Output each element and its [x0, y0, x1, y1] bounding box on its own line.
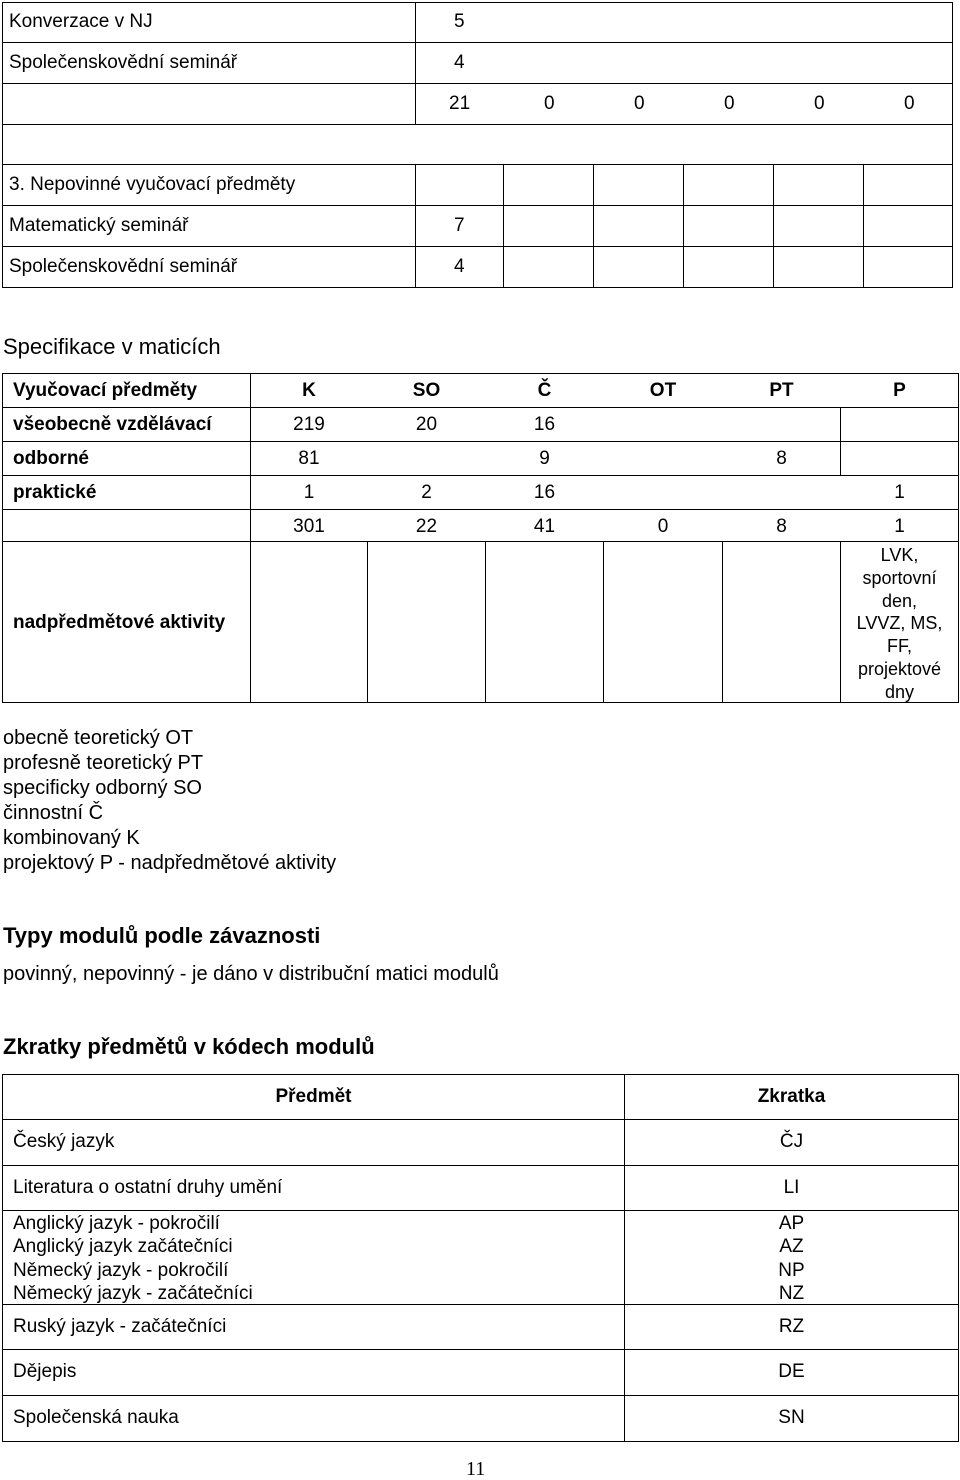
abbr-col-abbr: Zkratka: [757, 1086, 826, 1107]
activity-line: dny: [884, 681, 915, 702]
spec-activities-label: nadpředmětové aktivity: [13, 612, 226, 633]
table-row-value: 5: [454, 11, 465, 32]
abbr-subject: Anglický jazyk - pokročilí: [13, 1213, 220, 1234]
section-heading-spec: Specifikace v maticích: [3, 334, 221, 359]
abbr-code: LI: [783, 1177, 800, 1198]
total-cell: 0: [544, 93, 555, 114]
spec-row-label: odborné: [13, 448, 89, 469]
spec-total: 8: [776, 516, 787, 537]
activity-line: projektové: [857, 658, 942, 679]
spec-total: 22: [415, 516, 438, 537]
abbr-subject: Anglický jazyk začátečníci: [13, 1236, 233, 1258]
spec-row-label: všeobecně vzdělávací: [13, 414, 212, 435]
page-number: 11: [466, 1458, 486, 1480]
abbr-subject-group: [13, 1212, 253, 1305]
table-row-name: Společenskovědní seminář: [9, 256, 238, 277]
abbr-subject: Ruský jazyk - začátečníci: [13, 1316, 227, 1337]
abbr-code: AP: [778, 1213, 805, 1234]
spec-cell: 219: [293, 414, 325, 435]
abbr-subject: Český jazyk: [13, 1131, 115, 1152]
legend-item: specificky odborný SO: [3, 777, 202, 799]
activity-line: sportovní: [862, 567, 937, 588]
abbr-code: NZ: [778, 1282, 805, 1304]
spec-header: OT: [649, 380, 677, 401]
legend-item: kombinovaný K: [3, 827, 140, 849]
abbr-code: SN: [778, 1407, 805, 1428]
table-row-value: 4: [454, 52, 465, 73]
spec-header: P: [893, 380, 906, 401]
total-cell: 0: [724, 93, 735, 114]
total-cell: 0: [634, 93, 645, 114]
spec-header: K: [302, 380, 316, 401]
abbr-code: ČJ: [779, 1131, 804, 1152]
spec-total: 1: [894, 516, 905, 537]
spec-header: Č: [537, 380, 552, 401]
table-row-name: Společenskovědní seminář: [9, 52, 238, 73]
spec-row-label: praktické: [13, 482, 97, 503]
activity-line: den,: [881, 590, 918, 611]
spec-cell: 16: [533, 482, 556, 503]
legend-item: činnostní Č: [3, 802, 104, 824]
abbr-subject: Německý jazyk - pokročilí: [13, 1259, 229, 1281]
abbr-code-group: [625, 1212, 958, 1305]
legend-list: [3, 726, 336, 876]
section-heading: 3. Nepovinné vyučovací předměty: [9, 174, 296, 195]
spec-cell: 81: [298, 448, 320, 469]
abbr-code: RZ: [778, 1316, 805, 1337]
abbr-subject: Literatura o ostatní druhy umění: [13, 1177, 283, 1198]
abbr-col-subject: Předmět: [275, 1086, 352, 1107]
legend-item: projektový P - nadpředmětové aktivity: [3, 852, 337, 874]
total-cell: 21: [449, 93, 471, 114]
legend-item: profesně teoretický PT: [3, 752, 204, 774]
spec-total: 301: [293, 516, 325, 537]
table-row-value: 7: [454, 215, 465, 236]
abbr-subject: Společenská nauka: [13, 1407, 179, 1428]
abbr-subject: Dějepis: [13, 1361, 77, 1382]
abbr-code: AZ: [779, 1236, 804, 1258]
spec-cell: 1: [303, 482, 315, 503]
spec-total: 41: [533, 516, 556, 537]
table-row-name: Matematický seminář: [9, 215, 189, 236]
modules-text: povinný, nepovinný - je dáno v distribuční matici modulů: [3, 963, 499, 985]
spec-header: SO: [412, 380, 441, 401]
legend-item: obecně teoretický OT: [3, 727, 194, 749]
total-cell: 0: [814, 93, 825, 114]
spec-cell: 16: [533, 414, 556, 435]
abbr-code: NP: [778, 1259, 805, 1281]
abbr-code: DE: [778, 1361, 805, 1382]
activity-line: LVK,: [880, 545, 919, 565]
spec-cell: 1: [894, 482, 905, 503]
abbr-subject: Německý jazyk - začátečníci: [13, 1282, 253, 1304]
spec-cell: 20: [415, 414, 438, 435]
spec-header-subjects: Vyučovací předměty: [13, 380, 198, 401]
spec-cell: 2: [421, 482, 432, 503]
spec-total: 0: [657, 516, 669, 537]
activity-line: FF,: [887, 636, 912, 657]
table-row-value: 4: [454, 256, 465, 277]
abbr-heading: Zkratky předmětů v kódech modulů: [3, 1034, 375, 1059]
total-cell: 0: [904, 93, 915, 114]
spec-activities-list: [841, 544, 958, 704]
modules-heading: Typy modulů podle závaznosti: [3, 923, 321, 948]
spec-cell: 8: [776, 448, 787, 469]
spec-cell: 9: [539, 448, 550, 469]
table-row-name: Konverzace v NJ: [9, 11, 153, 32]
spec-header: PT: [769, 380, 794, 401]
activity-line: LVVZ, MS,: [856, 613, 943, 634]
